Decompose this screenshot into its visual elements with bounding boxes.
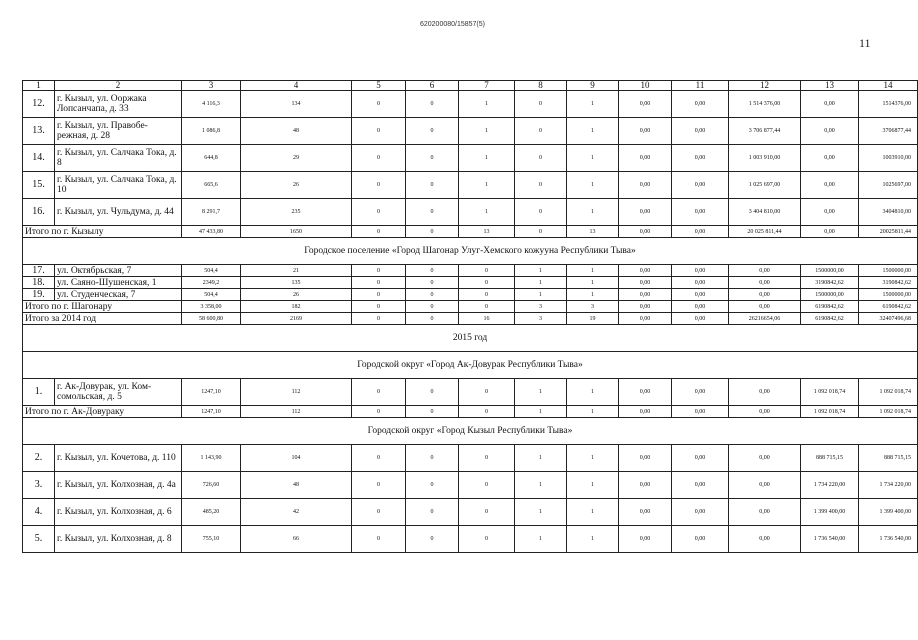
- table-cell: 42: [241, 499, 352, 526]
- table-cell: 0,00: [619, 277, 672, 289]
- table-cell: 0,00: [729, 277, 801, 289]
- row-number: 18.: [23, 277, 55, 289]
- table-cell: 3 358,00: [182, 301, 241, 313]
- table-row: [23, 472, 918, 499]
- table-cell: 1: [567, 91, 619, 118]
- table-cell: 3404810,00: [859, 199, 918, 226]
- table-cell: 0: [352, 526, 406, 553]
- column-header: 5: [352, 81, 406, 91]
- address-cell: ул. Октябрьская, 7: [55, 265, 182, 277]
- address-cell: г. Кызыл, ул. Колхозная, д. 8: [55, 526, 182, 553]
- column-header: 11: [672, 81, 729, 91]
- table-cell: 1 092 018,74: [801, 379, 859, 406]
- table-cell: 1: [567, 472, 619, 499]
- column-header: 13: [801, 81, 859, 91]
- table-cell: 755,10: [182, 526, 241, 553]
- table-cell: 0: [406, 289, 459, 301]
- table-cell: 1: [567, 172, 619, 199]
- table-row: [23, 526, 918, 553]
- table-cell: 0: [406, 226, 459, 238]
- table-cell: 0: [352, 313, 406, 325]
- table-cell: 3: [567, 301, 619, 313]
- table-cell: 0: [406, 445, 459, 472]
- table-cell: 0,00: [672, 406, 729, 418]
- address-cell: г. Кызыл, ул. Колхозная, д. 4а: [55, 472, 182, 499]
- table-cell: 1: [567, 526, 619, 553]
- table-cell: 1500000,00: [801, 265, 859, 277]
- table-row: [23, 118, 918, 145]
- row-number: 4.: [23, 499, 55, 526]
- table-cell: 0,00: [729, 526, 801, 553]
- table-cell: 0: [352, 406, 406, 418]
- table-cell: 0,00: [672, 526, 729, 553]
- table-cell: 1 003 910,00: [729, 145, 801, 172]
- table-cell: 13: [459, 226, 515, 238]
- table-cell: 6190842,62: [801, 313, 859, 325]
- table-cell: 0,00: [729, 445, 801, 472]
- table-cell: 0,00: [672, 289, 729, 301]
- table-cell: 0,00: [672, 301, 729, 313]
- address-cell: г. Кызыл, ул. Кочетова, д. 110: [55, 445, 182, 472]
- table-cell: 1: [567, 289, 619, 301]
- table-cell: 0: [352, 277, 406, 289]
- table-cell: 0: [406, 277, 459, 289]
- table-cell: 0: [352, 499, 406, 526]
- subtotal-row: [23, 226, 918, 238]
- table-cell: 0,00: [729, 379, 801, 406]
- table-cell: 0,00: [672, 472, 729, 499]
- table-cell: 0: [352, 289, 406, 301]
- table-cell: 0,00: [729, 406, 801, 418]
- table-cell: 0,00: [801, 172, 859, 199]
- table-cell: 182: [241, 301, 352, 313]
- table-cell: 1: [567, 118, 619, 145]
- table-cell: 1: [515, 445, 567, 472]
- table-cell: 1003910,00: [859, 145, 918, 172]
- data-table: [22, 80, 918, 553]
- table-cell: 0,00: [672, 91, 729, 118]
- table-cell: 1: [515, 277, 567, 289]
- table-cell: 0: [459, 289, 515, 301]
- table-row: [23, 445, 918, 472]
- table-cell: 1 399 400,00: [801, 499, 859, 526]
- column-header: 6: [406, 81, 459, 91]
- table-cell: 0: [406, 199, 459, 226]
- section-title: Городской округ «Город Кызыл Республики Тыва»: [23, 418, 918, 445]
- table-cell: 0: [406, 301, 459, 313]
- table-cell: 0,00: [801, 199, 859, 226]
- table-cell: 1: [567, 379, 619, 406]
- table-cell: 1: [567, 265, 619, 277]
- table-cell: 0,00: [619, 265, 672, 277]
- table-cell: 0: [352, 379, 406, 406]
- table-cell: 1: [515, 499, 567, 526]
- table-cell: 112: [241, 406, 352, 418]
- table-cell: 1: [459, 172, 515, 199]
- table-cell: 1: [459, 199, 515, 226]
- header-row: [23, 81, 918, 91]
- table-cell: 0: [352, 118, 406, 145]
- table-cell: 726,60: [182, 472, 241, 499]
- table-cell: 0: [406, 313, 459, 325]
- table-cell: 20 025 811,44: [729, 226, 801, 238]
- table-cell: 0: [406, 145, 459, 172]
- table-cell: 1: [515, 265, 567, 277]
- table-cell: 888 715,15: [801, 445, 859, 472]
- table-cell: 1: [515, 379, 567, 406]
- table-cell: 0: [459, 301, 515, 313]
- subtotal-label: Итого по г. Шагонару: [23, 301, 182, 313]
- column-header: 12: [729, 81, 801, 91]
- table-cell: 3190842,62: [859, 277, 918, 289]
- address-cell: ул. Саяно-Шушенская, 1: [55, 277, 182, 289]
- table-cell: 3190842,62: [801, 277, 859, 289]
- table-cell: 0: [459, 277, 515, 289]
- row-number: 5.: [23, 526, 55, 553]
- table-cell: 1025697,00: [859, 172, 918, 199]
- table-cell: 104: [241, 445, 352, 472]
- table-cell: 66: [241, 526, 352, 553]
- table-cell: 0: [406, 406, 459, 418]
- table-cell: 0,00: [729, 301, 801, 313]
- table-cell: 0: [352, 172, 406, 199]
- table-cell: 0: [459, 406, 515, 418]
- table-cell: 0: [352, 145, 406, 172]
- table-cell: 0: [352, 472, 406, 499]
- table-cell: 1 143,90: [182, 445, 241, 472]
- table-cell: 16: [459, 313, 515, 325]
- table-cell: 235: [241, 199, 352, 226]
- table-row: [23, 499, 918, 526]
- table-cell: 1: [567, 406, 619, 418]
- address-cell: ул. Студенческая, 7: [55, 289, 182, 301]
- table-cell: 0,00: [729, 499, 801, 526]
- table-cell: 1500000,00: [801, 289, 859, 301]
- table-cell: 0,00: [801, 118, 859, 145]
- table-cell: 1: [459, 145, 515, 172]
- table-cell: 0: [515, 145, 567, 172]
- column-header: 10: [619, 81, 672, 91]
- address-cell: г. Кызыл, ул. Ооржака Лопсанчапа, д. 33: [55, 91, 182, 118]
- table-cell: 888 715,15: [859, 445, 918, 472]
- table-cell: 1650: [241, 226, 352, 238]
- table-cell: 0,00: [672, 265, 729, 277]
- table-cell: 48: [241, 472, 352, 499]
- subtotal-row: [23, 406, 918, 418]
- table-cell: 0: [459, 499, 515, 526]
- row-number: 2.: [23, 445, 55, 472]
- subtotal-label: Итого по г. Ак-Довураку: [23, 406, 182, 418]
- table-cell: 0: [406, 265, 459, 277]
- table-cell: 0,00: [619, 445, 672, 472]
- table-cell: 1: [515, 526, 567, 553]
- table-cell: 0,00: [619, 301, 672, 313]
- address-cell: г. Кызыл, ул. Правобе-режная, д. 28: [55, 118, 182, 145]
- table-cell: 8 291,7: [182, 199, 241, 226]
- table-cell: 29: [241, 145, 352, 172]
- section-title: 2015 год: [23, 325, 918, 352]
- subtotal-label: Итого за 2014 год: [23, 313, 182, 325]
- table-cell: 0: [459, 265, 515, 277]
- table-cell: 0,00: [801, 145, 859, 172]
- table-cell: 1: [515, 289, 567, 301]
- table-cell: 0: [406, 172, 459, 199]
- row-number: 1.: [23, 379, 55, 406]
- table-cell: 19: [567, 313, 619, 325]
- table-cell: 1: [567, 199, 619, 226]
- table-cell: 0: [352, 445, 406, 472]
- table-cell: 0,00: [619, 379, 672, 406]
- section-title: Городское поселение «Город Шагонар Улуг-Хемского кожууна Республики Тыва»: [23, 238, 918, 265]
- address-cell: г. Кызыл, ул. Колхозная, д. 6: [55, 499, 182, 526]
- table-cell: 1: [515, 472, 567, 499]
- table-cell: 0,00: [672, 145, 729, 172]
- table-cell: 3: [515, 313, 567, 325]
- table-cell: 0,00: [672, 499, 729, 526]
- table-cell: 0,00: [672, 313, 729, 325]
- table-cell: 1 092 018,74: [859, 406, 918, 418]
- table-row: [23, 199, 918, 226]
- table-cell: 1500000,00: [859, 265, 918, 277]
- table-cell: 0,00: [619, 406, 672, 418]
- table-cell: 0,00: [619, 91, 672, 118]
- table-cell: 0,00: [619, 145, 672, 172]
- column-header: 8: [515, 81, 567, 91]
- table-row: [23, 277, 918, 289]
- table-cell: 1 399 400,00: [859, 499, 918, 526]
- table-cell: 0,00: [801, 226, 859, 238]
- row-number: 14.: [23, 145, 55, 172]
- table-cell: 0: [352, 301, 406, 313]
- table-cell: 2349,2: [182, 277, 241, 289]
- table-cell: 1514376,00: [859, 91, 918, 118]
- table-cell: 1: [567, 499, 619, 526]
- section-header-row: [23, 418, 918, 445]
- page-number: 11: [859, 36, 871, 50]
- table-row: [23, 265, 918, 277]
- table-cell: 1 514 376,00: [729, 91, 801, 118]
- table-cell: 1 736 540,00: [859, 526, 918, 553]
- column-header: 1: [23, 81, 55, 91]
- table-cell: 1 092 018,74: [801, 406, 859, 418]
- table-cell: 0: [352, 226, 406, 238]
- table-cell: 0,00: [619, 499, 672, 526]
- table-cell: 134: [241, 91, 352, 118]
- subtotal-row: [23, 301, 918, 313]
- table-cell: 0: [515, 91, 567, 118]
- table-cell: 1: [567, 145, 619, 172]
- table-cell: 21: [241, 265, 352, 277]
- table-cell: 135: [241, 277, 352, 289]
- table-cell: 1: [459, 118, 515, 145]
- table-cell: 0,00: [619, 289, 672, 301]
- table-row: [23, 91, 918, 118]
- table-cell: 0,00: [619, 472, 672, 499]
- table-cell: 0,00: [729, 472, 801, 499]
- section-title: Городской округ «Город Ак-Довурак Республики Тыва»: [23, 352, 918, 379]
- table-cell: 0,00: [619, 313, 672, 325]
- table-cell: 0: [406, 526, 459, 553]
- table-cell: 0,00: [729, 265, 801, 277]
- column-header: 3: [182, 81, 241, 91]
- table-cell: 0: [515, 172, 567, 199]
- table-cell: 1247,10: [182, 406, 241, 418]
- table-cell: 0,00: [619, 526, 672, 553]
- table-cell: 0: [406, 118, 459, 145]
- row-number: 3.: [23, 472, 55, 499]
- table-row: [23, 379, 918, 406]
- table-cell: 0,00: [672, 172, 729, 199]
- table-cell: 1 092 018,74: [859, 379, 918, 406]
- table-cell: 0: [515, 118, 567, 145]
- table-cell: 1 086,8: [182, 118, 241, 145]
- table-cell: 6190842,62: [859, 301, 918, 313]
- table-cell: 0,00: [619, 226, 672, 238]
- table-cell: 0: [352, 265, 406, 277]
- table-cell: 47 433,80: [182, 226, 241, 238]
- column-header: 7: [459, 81, 515, 91]
- table-cell: 485,20: [182, 499, 241, 526]
- table-cell: 504,4: [182, 265, 241, 277]
- address-cell: г. Кызыл, ул. Чульдума, д. 44: [55, 199, 182, 226]
- table-cell: 3: [515, 301, 567, 313]
- table-cell: 3706877,44: [859, 118, 918, 145]
- column-header: 4: [241, 81, 352, 91]
- table-cell: 0: [352, 91, 406, 118]
- section-header-row: [23, 325, 918, 352]
- table-cell: 3 404 810,00: [729, 199, 801, 226]
- table-row: [23, 172, 918, 199]
- address-cell: г. Кызыл, ул. Салчака Тока, д. 10: [55, 172, 182, 199]
- column-header: 14: [859, 81, 918, 91]
- table-cell: 1 736 540,00: [801, 526, 859, 553]
- table-cell: 0: [459, 445, 515, 472]
- column-header: 2: [55, 81, 182, 91]
- table-cell: 0,00: [672, 445, 729, 472]
- table-cell: 0: [406, 472, 459, 499]
- column-header: 9: [567, 81, 619, 91]
- table-cell: 26216654,06: [729, 313, 801, 325]
- table-cell: 1: [567, 277, 619, 289]
- table-row: [23, 145, 918, 172]
- subtotal-label: Итого по г. Кызылу: [23, 226, 182, 238]
- row-number: 16.: [23, 199, 55, 226]
- address-cell: г. Ак-Довурак, ул. Ком-сомольская, д. 5: [55, 379, 182, 406]
- table-cell: 0,00: [619, 118, 672, 145]
- table-cell: 1247,10: [182, 379, 241, 406]
- table-cell: 504,4: [182, 289, 241, 301]
- table-cell: 0,00: [672, 118, 729, 145]
- row-number: 15.: [23, 172, 55, 199]
- table-cell: 0: [515, 199, 567, 226]
- table-cell: 58 600,80: [182, 313, 241, 325]
- table-cell: 1 025 697,00: [729, 172, 801, 199]
- table-cell: 6190842,62: [801, 301, 859, 313]
- table-cell: 3 706 877,44: [729, 118, 801, 145]
- table-cell: 0: [459, 472, 515, 499]
- table-cell: 0,00: [672, 199, 729, 226]
- table-cell: 1: [515, 406, 567, 418]
- table-cell: 0: [352, 199, 406, 226]
- section-header-row: [23, 352, 918, 379]
- table-cell: 1500000,00: [859, 289, 918, 301]
- table-cell: 2169: [241, 313, 352, 325]
- address-cell: г. Кызыл, ул. Салчака Тока, д. 8: [55, 145, 182, 172]
- table-cell: 1: [459, 91, 515, 118]
- table-cell: 0: [406, 379, 459, 406]
- table-cell: 0,00: [672, 277, 729, 289]
- table-cell: 112: [241, 379, 352, 406]
- table-cell: 0,00: [672, 226, 729, 238]
- row-number: 12.: [23, 91, 55, 118]
- table-cell: 48: [241, 118, 352, 145]
- table-cell: 644,8: [182, 145, 241, 172]
- table-cell: 20025811,44: [859, 226, 918, 238]
- table-cell: 26: [241, 172, 352, 199]
- table-cell: 0,00: [801, 91, 859, 118]
- table-cell: 0: [459, 379, 515, 406]
- table-cell: 0,00: [672, 379, 729, 406]
- table-cell: 0: [406, 499, 459, 526]
- table-cell: 0,00: [619, 199, 672, 226]
- table-cell: 32407496,68: [859, 313, 918, 325]
- document-id: 620200080/15857(5): [419, 21, 485, 28]
- table-cell: 0: [515, 226, 567, 238]
- table-cell: 0,00: [729, 289, 801, 301]
- table-cell: 1: [567, 445, 619, 472]
- section-header-row: [23, 238, 918, 265]
- table-cell: 26: [241, 289, 352, 301]
- table-cell: 0: [406, 91, 459, 118]
- table-row: [23, 289, 918, 301]
- table-cell: 0: [459, 526, 515, 553]
- row-number: 13.: [23, 118, 55, 145]
- table-cell: 4 116,3: [182, 91, 241, 118]
- subtotal-row: [23, 313, 918, 325]
- table-cell: 665,6: [182, 172, 241, 199]
- row-number: 17.: [23, 265, 55, 277]
- table-cell: 0,00: [619, 172, 672, 199]
- row-number: 19.: [23, 289, 55, 301]
- table-cell: 1 734 220,00: [801, 472, 859, 499]
- table-cell: 13: [567, 226, 619, 238]
- table-cell: 1 734 220,00: [859, 472, 918, 499]
